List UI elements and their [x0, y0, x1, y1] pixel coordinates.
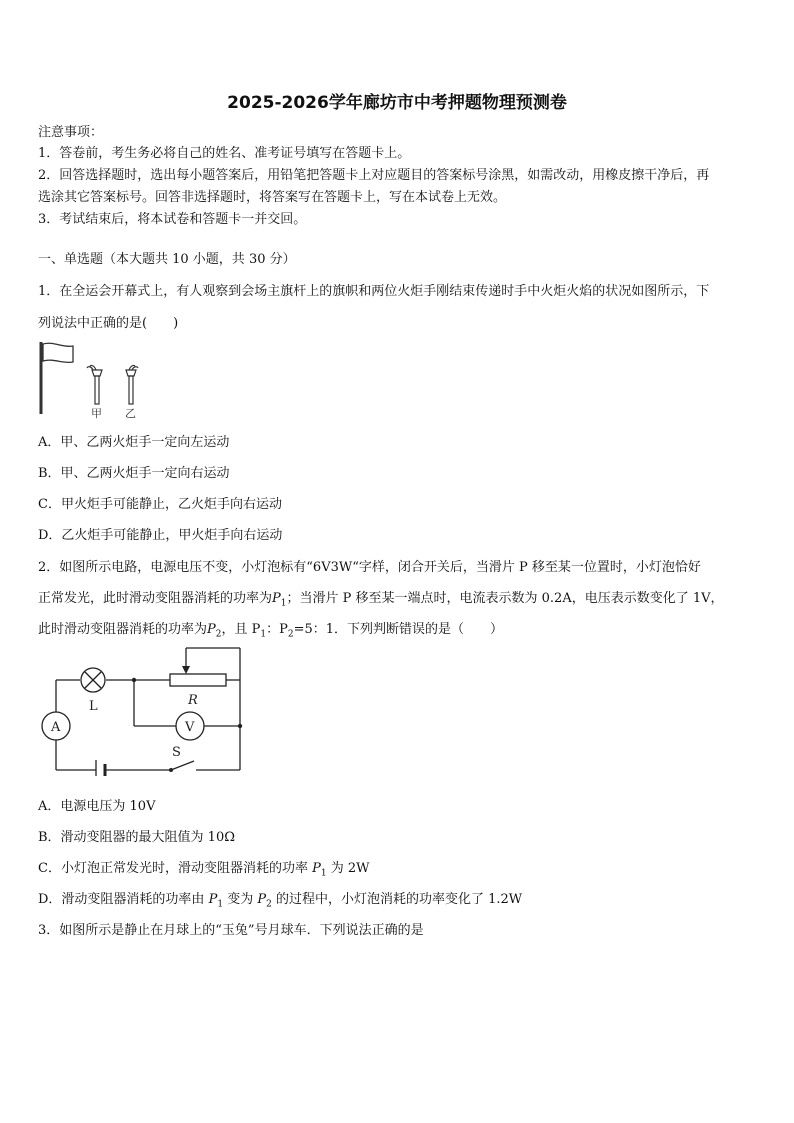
q2-stem-line2-a: 正常发光，此时滑动变阻器消耗的功率为 [38, 591, 273, 606]
p2-ratio-subscript: 2 [287, 629, 294, 640]
q2-stem-line3-c: ：P [266, 622, 288, 637]
p1-subscript: 1 [280, 598, 287, 609]
junction-dot [238, 724, 242, 728]
q2-option-a: A．电源电压为 10V [38, 799, 156, 814]
switch-label: S [172, 745, 181, 760]
q1-option-c: C．甲火炬手可能静止，乙火炬手向右运动 [38, 497, 282, 512]
notice-item-2a: 2．回答选择题时，选出每小题答案后，用铅笔把答题卡上对应题目的答案标号涂黑，如需改动，用橡皮擦干净后，再 [38, 168, 710, 183]
q2-option-d-a: D．滑动变阻器消耗的功率由 [38, 892, 205, 907]
q2-circuit-diagram [38, 644, 248, 776]
torch-jia-icon [87, 365, 102, 404]
slider-arrow-icon [182, 666, 190, 674]
q2-stem-line3-d: =5：1．下列判断错误的是（ ） [293, 622, 504, 637]
ammeter-label: A [51, 720, 61, 735]
q1-option-d: D．乙火炬手可能静止，甲火炬手向右运动 [38, 528, 283, 543]
lamp-icon [81, 668, 105, 692]
p1-symbol: P [272, 591, 281, 606]
q2-stem-line2-b: ；当滑片 P 移至某一端点时，电流表示数为 0.2A，电压表示数变化了 1V， [286, 591, 724, 606]
q2-stem-line3 [38, 618, 503, 640]
voltmeter-label: V [185, 720, 195, 735]
q3-stem-line1: 3．如图所示是静止在月球上的“玉兔”号月球车．下列说法正确的是 [38, 923, 424, 938]
notice-heading: 注意事项： [38, 125, 104, 140]
switch-icon [169, 761, 194, 772]
notice-item-2b: 选涂其它答案标号。回答非选择题时，将答案写在答题卡上，写在本试卷上无效。 [38, 190, 507, 205]
q2-option-b: B．滑动变阻器的最大阻值为 10Ω [38, 830, 236, 845]
q2-stem-line3-a: 此时滑动变阻器消耗的功率为 [38, 622, 208, 637]
p1-symbol: P [312, 861, 321, 876]
label-yi: 乙 [125, 407, 136, 420]
p2-symbol: P [257, 892, 267, 907]
q1-option-a: A．甲、乙两火炬手一定向左运动 [38, 435, 230, 450]
p1-subscript: 1 [320, 868, 327, 879]
p1-subscript: 1 [217, 899, 224, 910]
p1-symbol: P [208, 892, 218, 907]
battery-icon [96, 760, 105, 776]
rheostat-icon [170, 674, 226, 686]
lamp-label: L [89, 699, 98, 714]
p2-symbol: P [207, 622, 216, 637]
q2-stem-line1: 2．如图所示电路，电源电压不变，小灯泡标有“6V3W“字样，闭合开关后，当滑片 P 移至某一位置时，小灯泡恰好 [38, 560, 701, 575]
q1-option-b: B．甲、乙两火炬手一定向右运动 [38, 466, 230, 481]
q2-stem-line3-b: ，且 P [221, 622, 261, 637]
p2-subscript: 2 [266, 899, 272, 910]
p1-ratio-subscript: 1 [260, 629, 267, 640]
q2-option-c-b: 为 2W [330, 861, 370, 876]
p2-subscript: 2 [215, 629, 222, 640]
flagpole-icon [41, 342, 73, 414]
junction-dot [132, 678, 136, 682]
q2-stem-line2 [38, 587, 724, 609]
page-title: 2025-2026学年廊坊市中考押题物理预测卷 [227, 93, 567, 113]
q2-option-d [38, 888, 522, 910]
q2-option-c-a: C．小灯泡正常发光时，滑动变阻器消耗的功率 [38, 861, 308, 876]
q2-option-c [38, 857, 369, 879]
q1-stem-line2: 列说法中正确的是( ) [38, 316, 179, 331]
q1-stem-line1: 1．在全运会开幕式上，有人观察到会场主旗杆上的旗帜和两位火炬手刚结束传递时手中火炬火焰的状况如图所示，下 [38, 284, 710, 299]
notice-item-3: 3．考试结束后，将本试卷和答题卡一并交回。 [38, 212, 307, 227]
q2-option-d-c: 的过程中，小灯泡消耗的功率变化了 1.2W [275, 892, 523, 907]
rheostat-label: R [188, 693, 198, 708]
torch-yi-icon [126, 365, 138, 404]
q1-figure [36, 338, 156, 422]
label-jia: 甲 [91, 407, 102, 420]
q2-option-d-b: 变为 [227, 892, 254, 907]
section-heading: 一、单选题（本大题共 10 小题，共 30 分） [38, 252, 296, 267]
notice-item-1: 1．答卷前，考生务必将自己的姓名、准考证号填写在答题卡上。 [38, 146, 411, 161]
